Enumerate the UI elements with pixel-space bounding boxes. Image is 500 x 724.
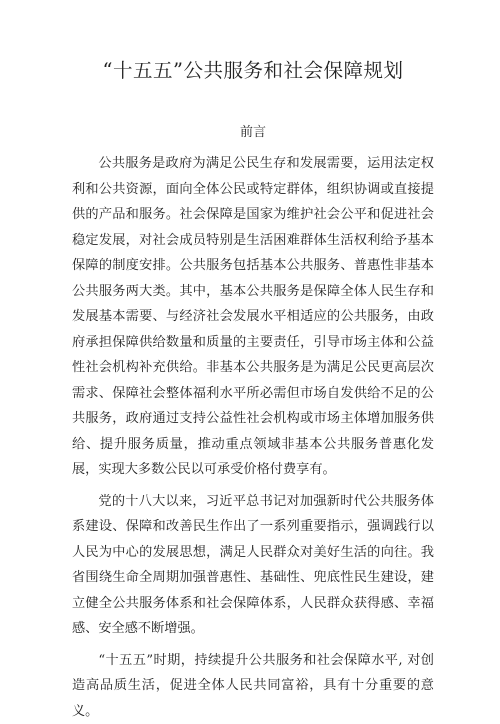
paragraph-background: 党的十八大以来，习近平总书记对加强新时代公共服务体系建设、保障和改善民生作出了一系列重要指示，强调践行以人民为中心的发展思想，满足人民群众对美好生活的向往。我省围绕生命全周期加强普惠性、基础性、兜底性民生建设，建立健全公共服务体系和社会保障体系，人民群众获得感、幸福感、安全感不断增强。 xyxy=(72,489,434,642)
paragraph-definition: 公共服务是政府为满足公民生存和发展需要，运用法定权利和公共资源，面向全体公民或特定群体，组织协调或直接提供的产品和服务。社会保障是国家为维护社会公平和促进社会稳定发展，对社会成员特别是生活困难群体生活权利给予基本保障的制度安排。公共服务包括基本公共服务、普惠性非基本公共服务两大类。其中，基本公共服务是保障全体人民生存和发展基本需要、与经济社会发展水平相适应的公共服务，由政府承担保障供给数量和质量的主要责任，引导市场主体和公益性社会机构补充供给。非基本公共服务是为满足公民更高层次需求、保障社会整体福利水平所必需但市场自发供给不足的公共服务，政府通过支持公益性社会机构或市场主体增加服务供给、提升服务质量，推动重点领域非基本公共服务普惠化发展，实现大多数公民以可承受价格付费享有。 xyxy=(72,151,434,483)
document-title: “十五五”公共服务和社会保障规划 xyxy=(72,0,434,86)
paragraph-significance: “十五五”时期，持续提升公共服务和社会保障水平, 对创造高品质生活，促进全体人民共同富裕，具有十分重要的意义。 xyxy=(72,648,434,724)
section-heading-preface: 前言 xyxy=(72,86,434,142)
